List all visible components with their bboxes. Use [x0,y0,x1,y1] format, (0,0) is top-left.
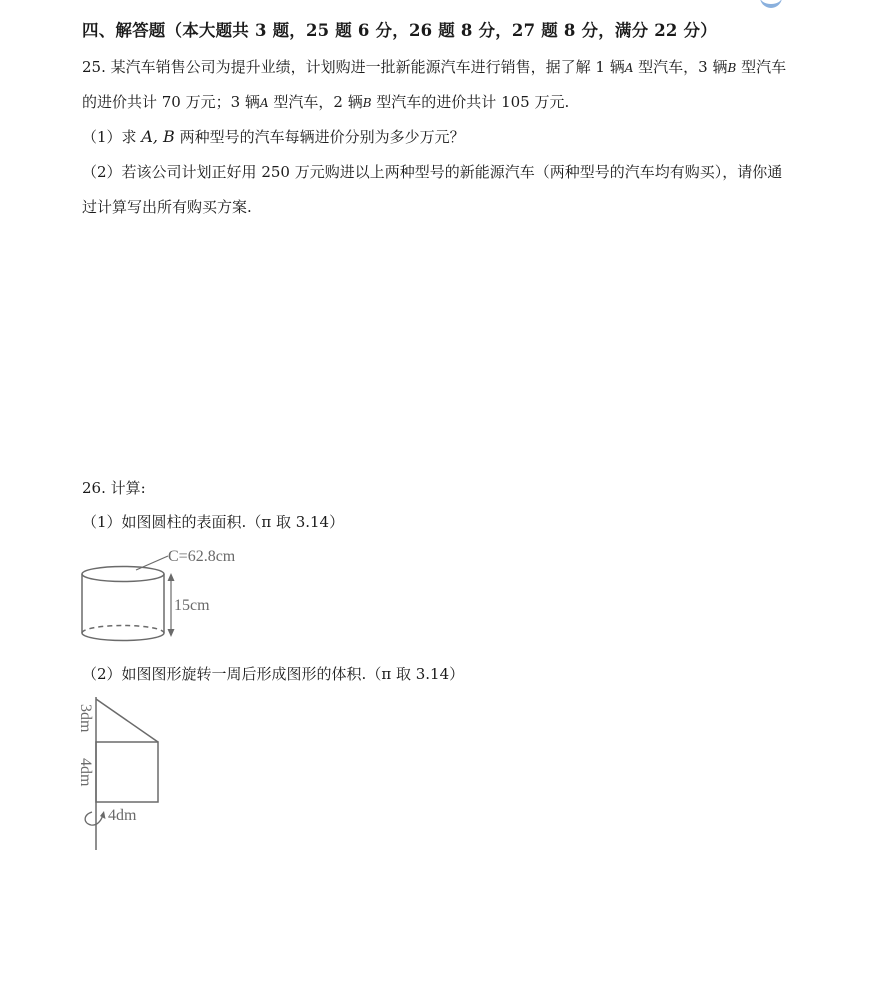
corner-decoration [760,0,782,8]
q25-line-1 [82,57,786,78]
q25-line-2-var-b: B [362,96,372,110]
section-heading: 四、解答题（本大题共 3 题，25 题 6 分，26 题 8 分，27 题 8 分，满分 22 分） [82,21,717,40]
circumference-leader [136,556,168,570]
circumference-label: C=62.8cm [168,548,236,565]
q25-line-2-text-a: 的进价共计 70 万元；3 辆 [82,93,260,111]
q25-part-1-vars: A, B [141,127,175,146]
rotation-figure [76,694,166,852]
q25-line-2 [82,92,569,113]
q25-line-2-var-a: A [259,96,269,110]
rotation-arrow [85,812,103,825]
cylinder-top-ellipse [82,567,164,582]
top-height-label: 3dm [77,704,94,733]
q26-title: 26. 计算: [82,479,146,497]
width-label: 4dm [108,807,137,824]
q26-part-1: （1）如图圆柱的表面积.（π 取 3.14） [82,513,345,531]
q25-line-1-var-a: A [624,61,634,75]
q25-part-1 [82,127,465,147]
q26-part-2: （2）如图图形旋转一周后形成图形的体积.（π 取 3.14） [82,665,465,683]
cylinder-figure [80,544,248,646]
cylinder-height-label: 15cm [174,597,210,614]
bottom-height-label: 4dm [77,758,94,787]
height-arrow-top [168,573,175,581]
height-arrow-bottom [168,629,175,637]
q25-part-1-text-c: 两种型号的汽车每辆进价分别为多少万元？ [174,128,465,146]
q25-line-2-text-e: 型汽车的进价共计 105 万元. [371,93,570,111]
cylinder-bottom-front [82,633,164,641]
q25-line-2-text-c: 型汽车，2 辆 [268,93,363,111]
q25-line-1-text-a: 25. 某汽车销售公司为提升业绩，计划购进一批新能源汽车进行销售，据了解 1 辆 [82,58,625,76]
triangle-hypotenuse [96,699,158,742]
rotation-arrow-head [100,811,106,819]
cylinder-bottom-back [82,626,164,634]
q25-line-1-text-e: 型汽车 [736,58,787,76]
q25-part-2-line-1: （2）若该公司计划正好用 250 万元购进以上两种型号的新能源汽车（两种型号的汽车均有购买），请你通 [82,163,783,181]
rectangle-shape [96,742,158,802]
q25-part-1-text-a: （1）求 [82,128,142,146]
q25-line-1-var-b: B [727,61,737,75]
q25-part-2-line-2: 过计算写出所有购买方案. [82,198,252,216]
q25-line-1-text-c: 型汽车，3 辆 [633,58,728,76]
